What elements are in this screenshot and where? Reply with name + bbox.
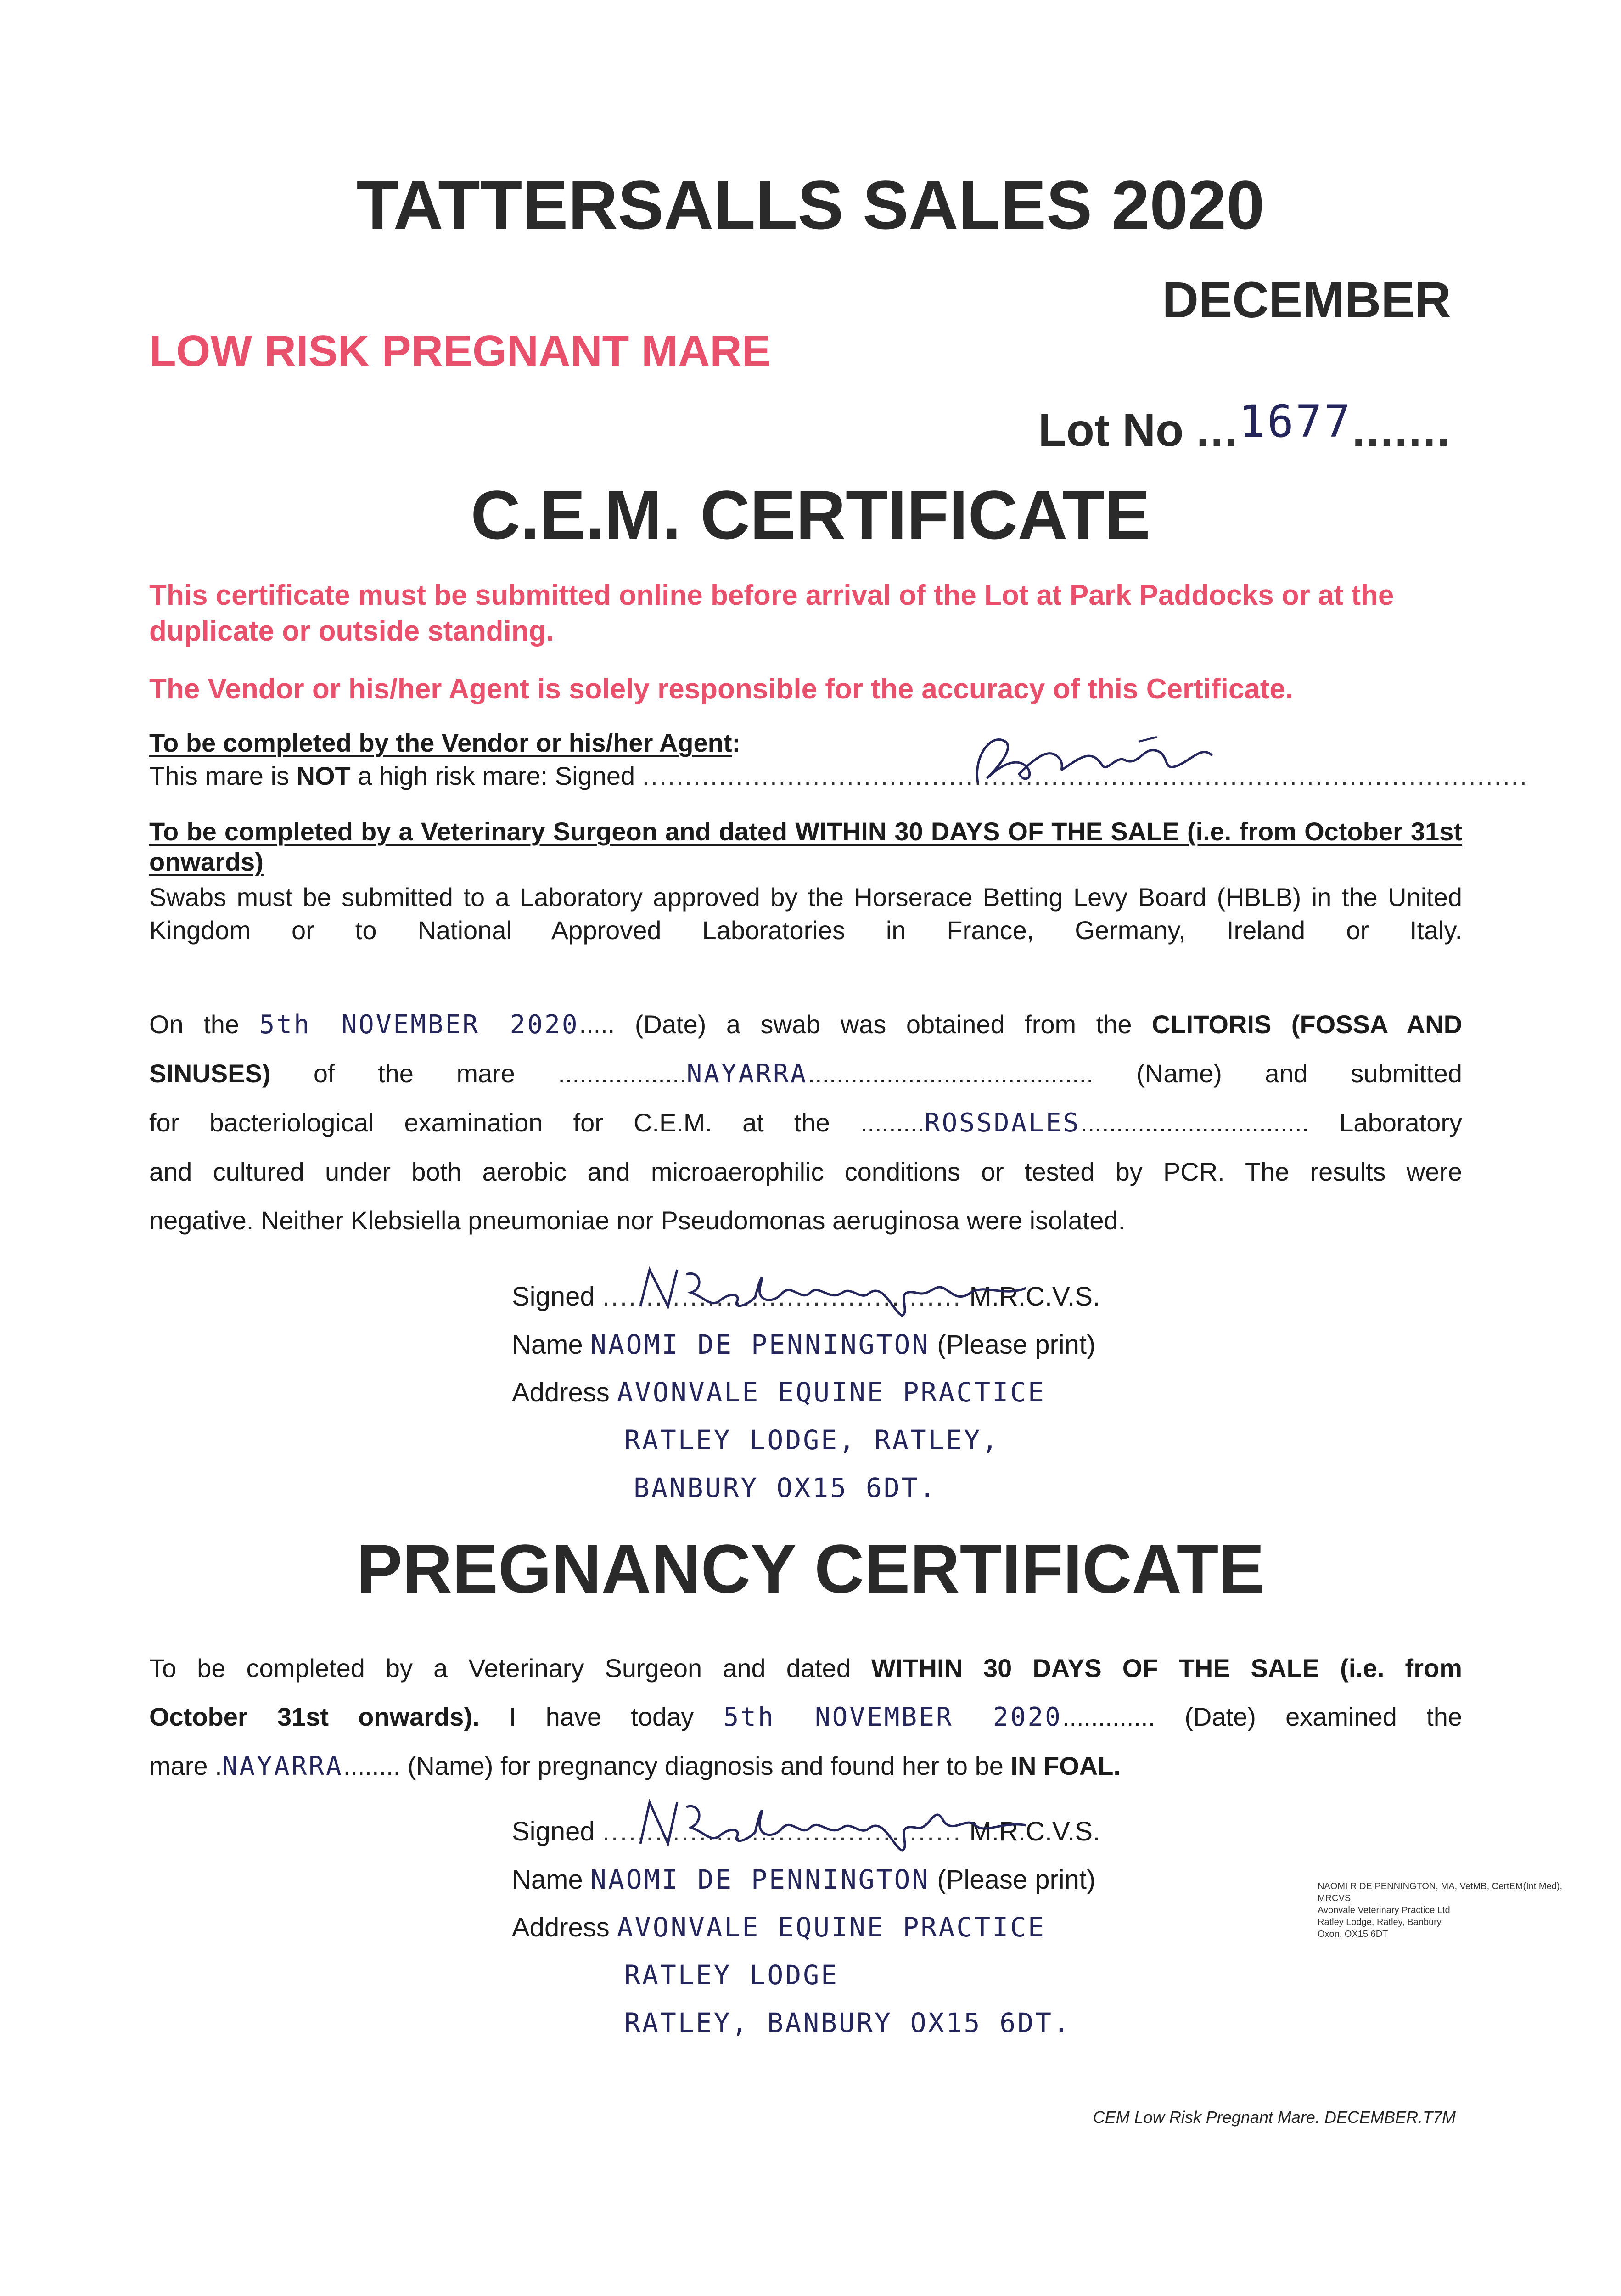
- swab-line-3: for bacteriological examination for C.E.M. at the .........ROSSDALES................................ Laboratory: [149, 1108, 1463, 1138]
- cem-vet-name: NAOMI DE PENNINGTON: [590, 1329, 930, 1360]
- lot-dots-after: .......: [1352, 405, 1451, 456]
- vet-section: [149, 816, 1462, 947]
- exam-date: 5th NOVEMBER 2020: [723, 1702, 1062, 1732]
- cem-name-row: Name NAOMI DE PENNINGTON (Please print): [512, 1329, 1096, 1360]
- submission-notice: This certificate must be submitted online before arrival of the Lot at Park Paddocks or at the duplicate or outside standing.: [149, 580, 1394, 647]
- lot-label: Lot No: [1038, 405, 1184, 456]
- mare-name: NAYARRA: [686, 1059, 808, 1089]
- lot-dots: ...: [1196, 405, 1239, 456]
- cem-signed-row: Signed ......................................... M.R.C.V.S.: [512, 1282, 1100, 1311]
- sale-month: DECEMBER: [1162, 272, 1451, 328]
- lot-number: 1677: [1239, 396, 1352, 447]
- pregnancy-vet-signature: [636, 1793, 1058, 1857]
- swab-date: 5th NOVEMBER 2020: [259, 1010, 579, 1040]
- vendor-declaration: This mare is NOT a high risk mare: Signed ........................................................................................................: [149, 761, 1528, 790]
- cem-certificate-title: C.E.M. CERTIFICATE: [471, 476, 1150, 553]
- vendor-section: To be completed by the Vendor or his/her Agent: This mare is NOT a high risk mare: Signed ........................................................................................................: [149, 726, 1462, 793]
- pregnancy-vet-name: NAOMI DE PENNINGTON: [590, 1864, 930, 1895]
- vendor-signature-line: ........................................................................................................: [642, 761, 1528, 790]
- pregnancy-line-3: mare .NAYARRA........ (Name) for pregnancy diagnosis and found her to be IN FOAL.: [149, 1751, 1121, 1781]
- lot-number-line: [1038, 396, 1451, 457]
- vet-heading: To be completed by a Veterinary Surgeon and dated WITHIN 30 DAYS OF THE SALE (i.e. from October 31st onwards): [149, 817, 1462, 876]
- document-title: TATTERSALLS SALES 2020: [356, 166, 1265, 243]
- pregnancy-line-2: October 31st onwards). I have today 5th NOVEMBER 2020............. (Date) examined the: [149, 1702, 1463, 1732]
- culture-line-2: negative. Neither Klebsiella pneumoniae nor Pseudomonas aeruginosa were isolated.: [149, 1206, 1126, 1235]
- swab-line-1: On the 5th NOVEMBER 2020..... (Date) a swab was obtained from the CLITORIS (FOSSA AND: [149, 1010, 1463, 1040]
- cem-address-row-3: BANBURY OX15 6DT.: [634, 1472, 937, 1503]
- swab-paragraph: [149, 1000, 1462, 1245]
- swab-line-2: SINUSES) of the mare ..................NAYARRA........................................ (Name) and submitted: [149, 1059, 1462, 1089]
- practice-stamp: NAOMI R DE PENNINGTON, MA, VetMB, CertEM(Int Med), MRCVS Avonvale Veterinary Practice Ltd Ratley Lodge, Ratley, Banbury Oxon, OX15 6DT: [1318, 1881, 1563, 1939]
- pregnancy-address-row-3: RATLEY, BANBURY OX15 6DT.: [624, 2007, 1071, 2038]
- pregnancy-result: IN FOAL.: [1010, 1751, 1121, 1780]
- certificate-category: LOW RISK PREGNANT MARE: [149, 326, 771, 376]
- not-emphasis: NOT: [296, 761, 351, 790]
- pregnancy-signed-row: Signed ......................................... M.R.C.V.S.: [512, 1817, 1100, 1846]
- pregnancy-name-row: Name NAOMI DE PENNINGTON (Please print): [512, 1864, 1096, 1895]
- vendor-signature: [964, 728, 1221, 797]
- vendor-heading: To be completed by the Vendor or his/her Agent: [149, 728, 732, 757]
- form-reference: CEM Low Risk Pregnant Mare. DECEMBER.T7M: [1093, 2108, 1456, 2127]
- lab-instructions: Swabs must be submitted to a Laboratory approved by the Horserace Betting Levy Board (HBLB) in the United Kingdom or to National Approved Laboratories in France, Germany, Ireland or Italy.: [149, 883, 1462, 945]
- pregnancy-line-1: To be completed by a Veterinary Surgeon and dated WITHIN 30 DAYS OF THE SALE (i.e. from: [149, 1654, 1462, 1683]
- pregnancy-mare-name: NAYARRA: [222, 1751, 343, 1781]
- swab-site: CLITORIS (FOSSA AND: [1152, 1010, 1463, 1039]
- pregnancy-paragraph: [149, 1644, 1462, 1791]
- laboratory-name: ROSSDALES: [924, 1108, 1081, 1138]
- culture-line-1: and cultured under both aerobic and microaerophilic conditions or tested by PCR. The results were: [149, 1157, 1462, 1186]
- pregnancy-certificate-title: PREGNANCY CERTIFICATE: [356, 1530, 1265, 1607]
- responsibility-notice: The Vendor or his/her Agent is solely responsible for the accuracy of this Certificate.: [149, 673, 1294, 705]
- cem-address-row-2: RATLEY LODGE, RATLEY,: [624, 1424, 1000, 1456]
- pregnancy-address-row-2: RATLEY LODGE: [624, 1959, 839, 1991]
- pregnancy-address-row-1: Address AVONVALE EQUINE PRACTICE: [512, 1912, 1046, 1943]
- cem-vet-signature: [636, 1261, 1058, 1320]
- cem-address-row-1: Address AVONVALE EQUINE PRACTICE: [512, 1377, 1046, 1408]
